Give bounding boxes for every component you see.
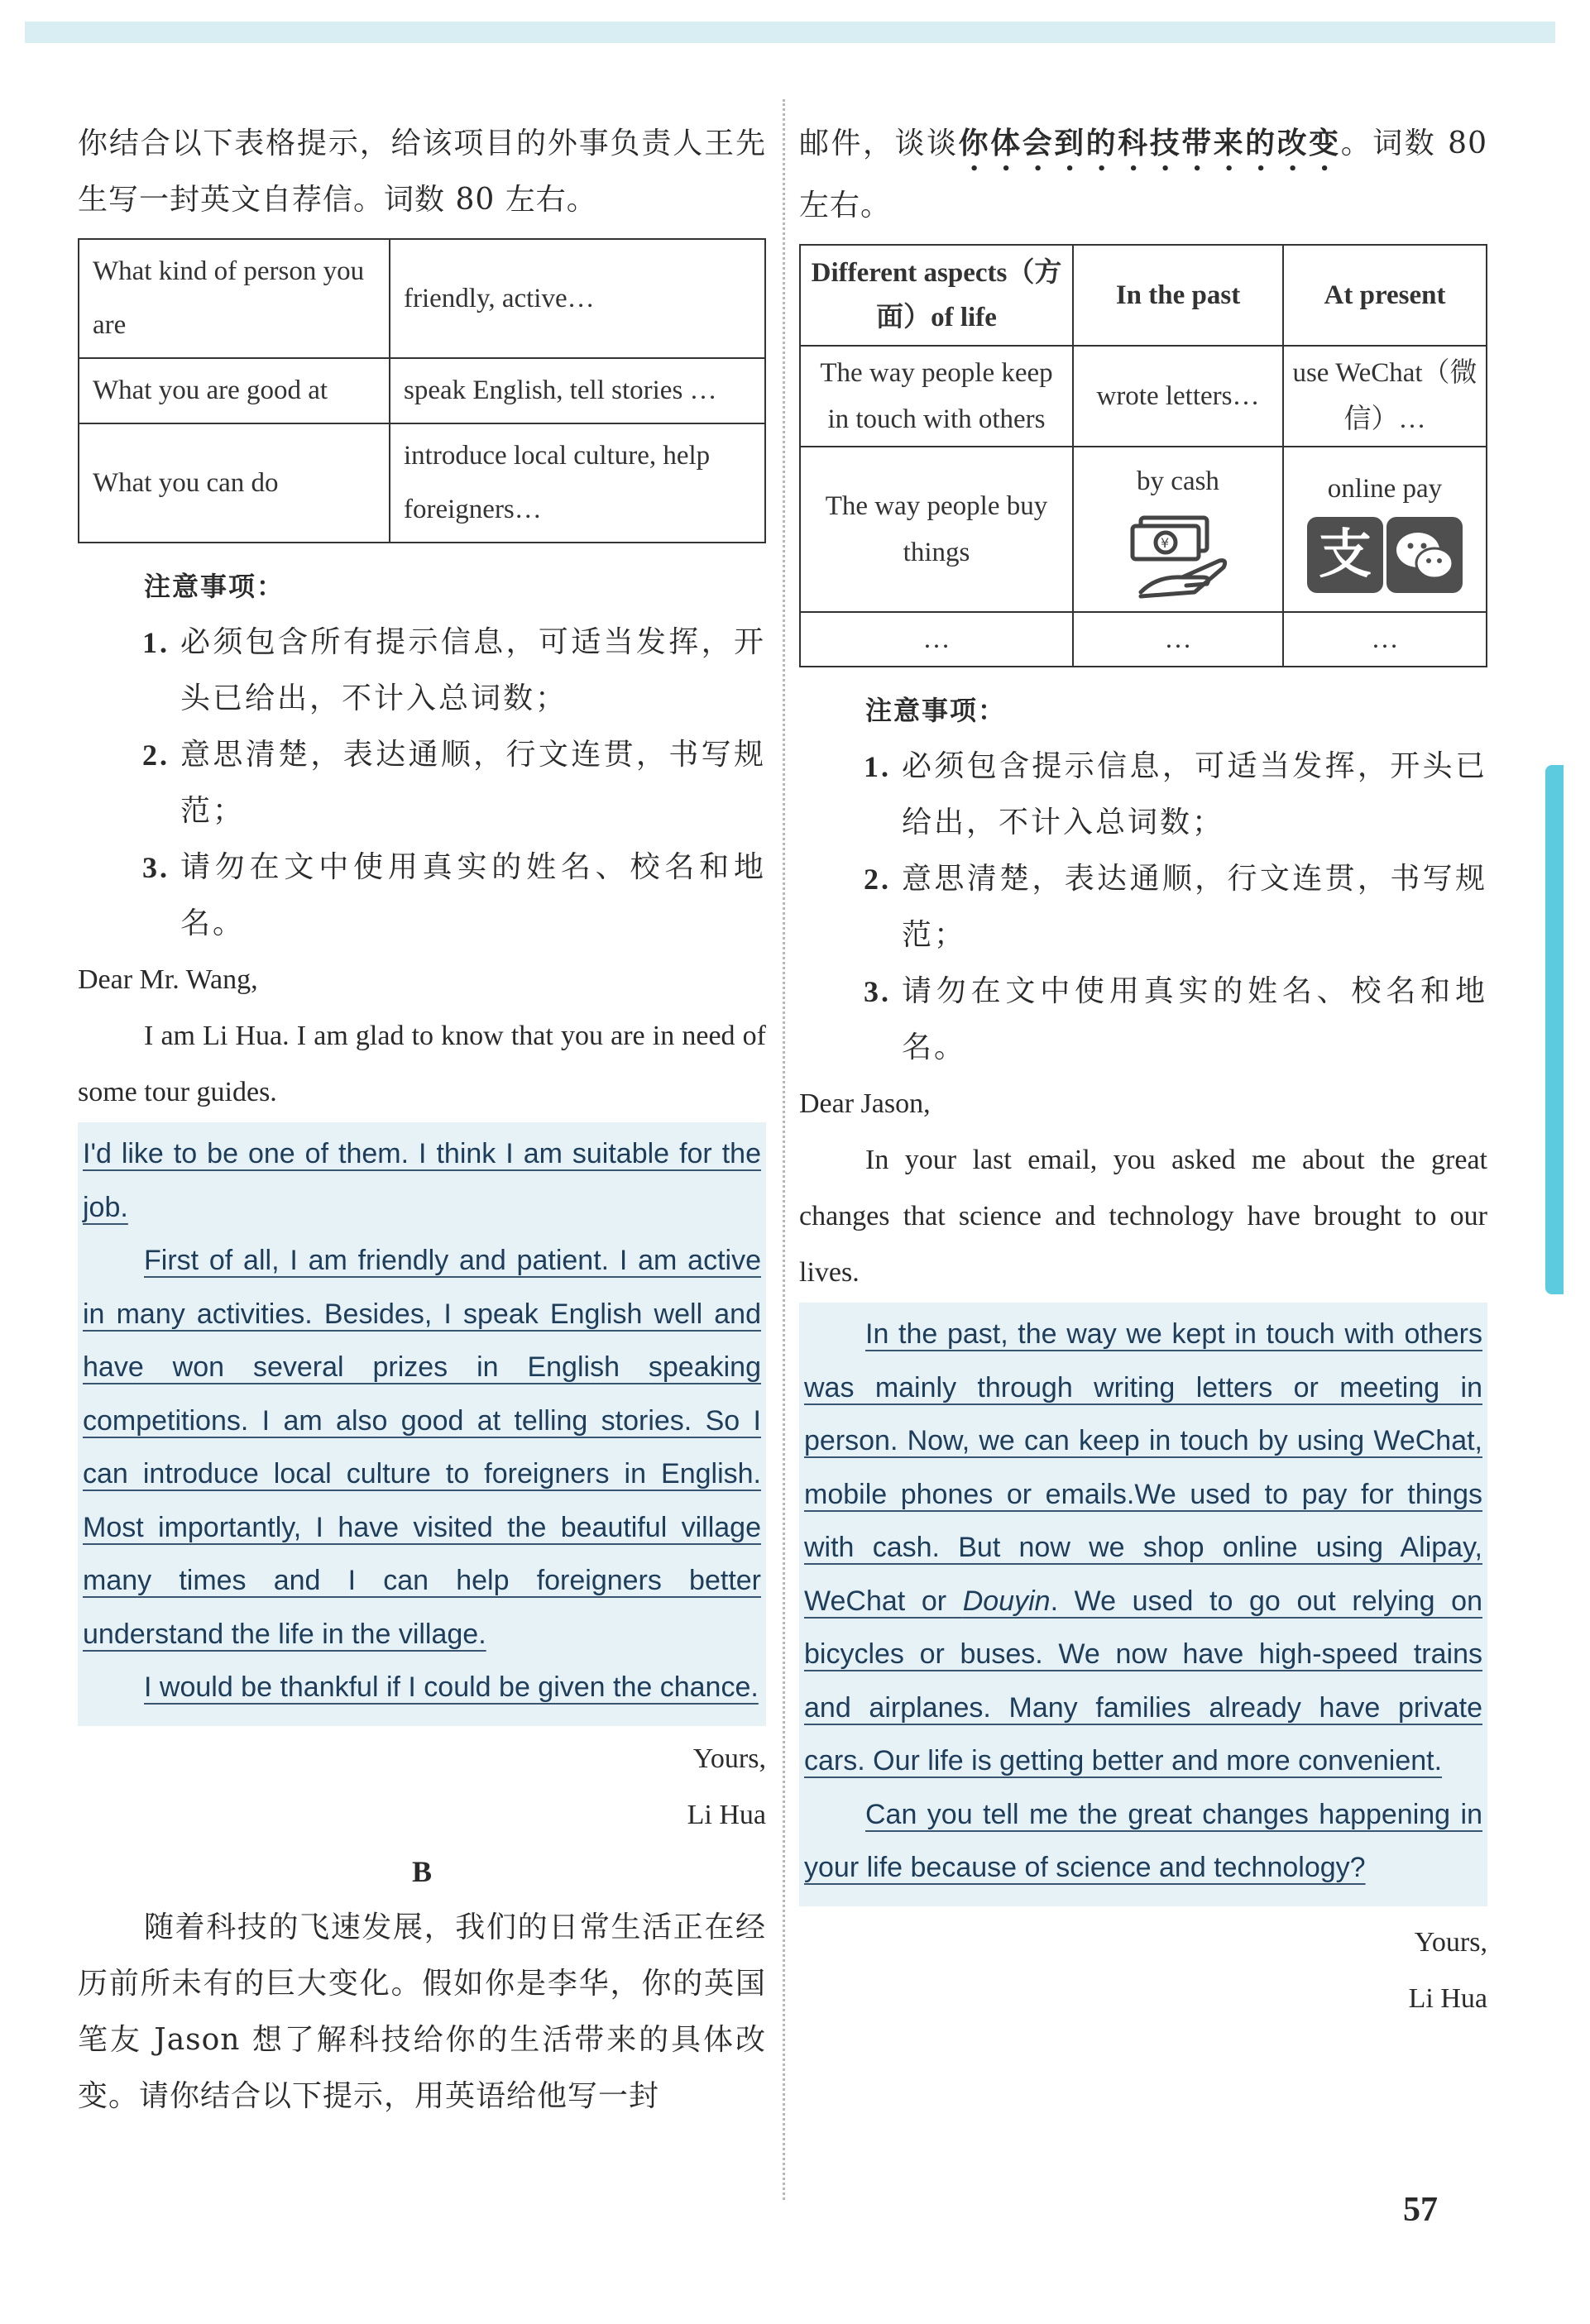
answer-sentence: I'd like to be one of them. I think I am suitable for the job.: [83, 1138, 761, 1223]
answer-paragraph: Can you tell me the great changes happening in your life because of science and technology?: [804, 1798, 1482, 1883]
answer-paragraph: First of all, I am friendly and patient. I am active in many activities. Besides, I speak English well and have won several prizes in English speaking competitions. I am also good at telling stories. So I can introduce local culture to foreigners in English. Most importantly, I have visited the beautiful village many times and I can help foreigners better understand the life in the village.: [83, 1245, 761, 1650]
letter-opening: [78, 1008, 766, 1121]
table-cell: introduce local culture, help foreigners…: [390, 423, 765, 543]
answer-text: . We used to go out relying on bicycles or buses. We now have high-speed trains and airplanes. Many families already have private cars. Our life is getting better and more convenient.: [804, 1585, 1482, 1776]
side-tab-marker: [1545, 765, 1564, 1294]
page-number: 57: [1403, 2191, 1438, 2229]
notice-item: [78, 839, 766, 952]
opening-text: I am Li Hua. I am glad to know that you are in need of some tour guides.: [78, 1021, 766, 1107]
table-row: [79, 423, 765, 543]
notice-item: [799, 964, 1487, 1076]
cash-hand-icon: [1080, 509, 1276, 600]
wechat-icon: [1386, 517, 1463, 593]
table-row: [800, 447, 1487, 612]
notice-text: 必须包含提示信息，可适当发挥，开头已给出，不计入总词数；: [902, 749, 1487, 839]
letter-greeting: Dear Mr. Wang,: [78, 964, 258, 995]
notice-text: 请勿在文中使用真实的姓名、校名和地名。: [902, 974, 1487, 1064]
table-row: [79, 239, 765, 358]
table-cell: …: [1283, 612, 1487, 667]
letter-opening: In your last email, you asked me about the great changes that science and technology have brought to our lives.: [799, 1145, 1487, 1288]
intro-text: 。词数 80 左右。: [799, 127, 1487, 222]
notice-item: [799, 851, 1487, 964]
left-intro: 你结合以下表格提示，给该项目的外事负责人王先生写一封英文自荐信。词数 80 左右。: [78, 127, 766, 217]
table-cell: …: [800, 612, 1073, 667]
table-cell: [1073, 447, 1283, 612]
table-header: At present: [1283, 245, 1487, 346]
cell-label: online pay: [1327, 474, 1443, 504]
notice-text: 必须包含所有提示信息，可适当发挥，开头已给出，不计入总词数；: [180, 625, 766, 715]
emphasized-text: 你体会到的科技带来的改变: [958, 127, 1341, 160]
alipay-icon: 支: [1307, 517, 1383, 593]
notice-number: 2.: [142, 739, 170, 772]
answer-paragraph: [804, 1308, 1482, 1788]
cell-label: by cash: [1137, 466, 1219, 496]
letter-closing: Yours,: [692, 1743, 766, 1774]
column-divider: [783, 99, 785, 2200]
table-cell: The way people buy things: [800, 447, 1073, 612]
letter-greeting: Dear Jason,: [799, 1088, 931, 1119]
table-cell: friendly, active…: [390, 239, 765, 358]
notice-number: 1.: [864, 750, 891, 783]
letter-signature: Li Hua: [687, 1799, 766, 1830]
notice-number: 3.: [864, 975, 891, 1008]
table-cell: What you are good at: [79, 358, 390, 423]
table-header-row: [800, 245, 1487, 346]
section-heading: B: [411, 1854, 432, 1888]
notice-title: 注意事项：: [144, 571, 285, 602]
notice-item: [78, 727, 766, 839]
right-hint-table: [799, 244, 1487, 667]
notice-title: 注意事项：: [865, 695, 1007, 726]
table-cell: use WeChat（微信）…: [1283, 346, 1487, 447]
table-row: [79, 358, 765, 423]
answer-block: [799, 1303, 1487, 1906]
intro-text: 邮件，谈谈: [799, 127, 959, 160]
notice-number: 3.: [142, 851, 170, 884]
table-header: In the past: [1073, 245, 1283, 346]
notice-text: 请勿在文中使用真实的姓名、校名和地名。: [180, 850, 766, 940]
table-cell: What kind of person you are: [79, 239, 390, 358]
notice-text: 意思清楚，表达通顺，行文连贯，书写规范；: [180, 738, 766, 828]
top-decorative-strip: [25, 22, 1555, 43]
table-cell: [1283, 447, 1487, 612]
table-header: Different aspects（方面）of life: [800, 245, 1073, 346]
table-row: [800, 612, 1487, 667]
left-hint-table: [78, 238, 766, 543]
table-cell: speak English, tell stories …: [390, 358, 765, 423]
notice-item: [799, 739, 1487, 851]
table-cell: …: [1073, 612, 1283, 667]
notice-number: 2.: [864, 863, 891, 896]
online-pay-icons: [1291, 517, 1479, 593]
letter-closing: Yours,: [1414, 1926, 1487, 1958]
left-column: [78, 116, 766, 2125]
table-cell: The way people keep in touch with others: [800, 346, 1073, 447]
answer-text-italic: Douyin: [962, 1585, 1051, 1617]
notice-item: [78, 614, 766, 727]
answer-paragraph: I would be thankful if I could be given the chance.: [144, 1671, 759, 1703]
letter-signature: Li Hua: [1408, 1982, 1487, 2014]
right-column: [799, 116, 1487, 2027]
answer-block: [78, 1122, 766, 1726]
notice-text: 意思清楚，表达通顺，行文连贯，书写规范；: [902, 862, 1487, 952]
table-cell: wrote letters…: [1073, 346, 1283, 447]
right-intro: [799, 116, 1487, 234]
answer-text: In the past, the way we kept in touch with others was mainly through writing letters or meeting in person. Now, we can keep in touch by using WeChat, mobile phones or emails.We used to pay for things with cash. But now we shop online using Alipay, WeChat or: [804, 1318, 1482, 1617]
section-b-intro: 随着科技的飞速发展，我们的日常生活正在经历前所未有的巨大变化。假如你是李华，你的英国笔友 Jason 想了解科技给你的生活带来的具体改变。请你结合以下提示，用英语给他写一封: [78, 1910, 766, 2113]
table-cell: What you can do: [79, 423, 390, 543]
table-row: [800, 346, 1487, 447]
svg-text:¥: ¥: [1161, 535, 1170, 551]
notice-number: 1.: [142, 626, 170, 659]
